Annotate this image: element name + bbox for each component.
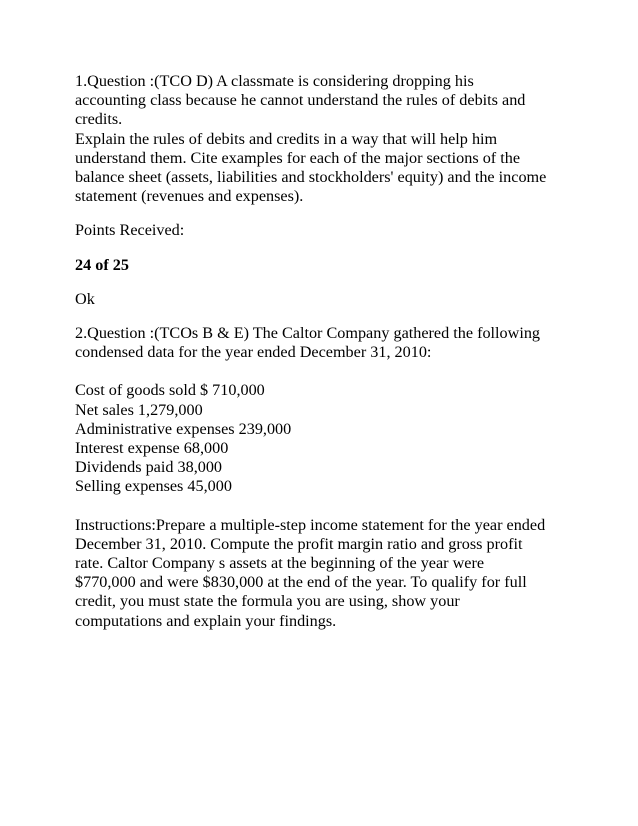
text-line: understand them. Cite examples for each of the major sections of the: [75, 148, 521, 167]
text-line: December 31, 2010. Compute the profit margin ratio and gross profit: [75, 534, 523, 553]
text-line: 2.Question :(TCOs B & E) The Caltor Company gathered the following: [75, 324, 541, 343]
data-item: Net sales 1,279,000: [75, 400, 203, 419]
points-received-label: Points Received:: [75, 221, 185, 240]
text-line: Instructions:Prepare a multiple-step income statement for the year ended: [75, 515, 546, 534]
data-item: Dividends paid 38,000: [75, 458, 223, 477]
data-item: Administrative expenses 239,000: [75, 419, 292, 438]
text-line: rate. Caltor Company s assets at the beginning of the year were: [75, 554, 485, 573]
condensed-data-list: [75, 381, 565, 496]
text-line: Explain the rules of debits and credits in a way that will help him: [75, 129, 498, 148]
data-item: Selling expenses 45,000: [75, 477, 232, 496]
text-line: balance sheet (assets, liabilities and stockholders' equity) and the income: [75, 168, 547, 187]
question-2-text: [75, 324, 565, 362]
question-1-text: [75, 72, 565, 206]
text-line: condensed data for the year ended December 31, 2010:: [75, 343, 432, 362]
data-item: Cost of goods sold $ 710,000: [75, 381, 265, 400]
text-line: accounting class because he cannot understand the rules of debits and: [75, 91, 526, 110]
data-item: Interest expense 68,000: [75, 439, 229, 458]
text-line: $770,000 and were $830,000 at the end of the year. To qualify for full: [75, 573, 527, 592]
text-line: credit, you must state the formula you are using, show your: [75, 592, 460, 611]
instructions-text: [75, 516, 565, 631]
document-page: [75, 72, 565, 631]
text-line: statement (revenues and expenses).: [75, 187, 304, 206]
text-line: credits.: [75, 110, 123, 129]
grader-comment: Ok: [75, 289, 95, 308]
text-line: 1.Question :(TCO D) A classmate is considering dropping his: [75, 72, 474, 90]
text-line: computations and explain your findings.: [75, 611, 337, 630]
score-value: 24 of 25: [75, 255, 129, 274]
